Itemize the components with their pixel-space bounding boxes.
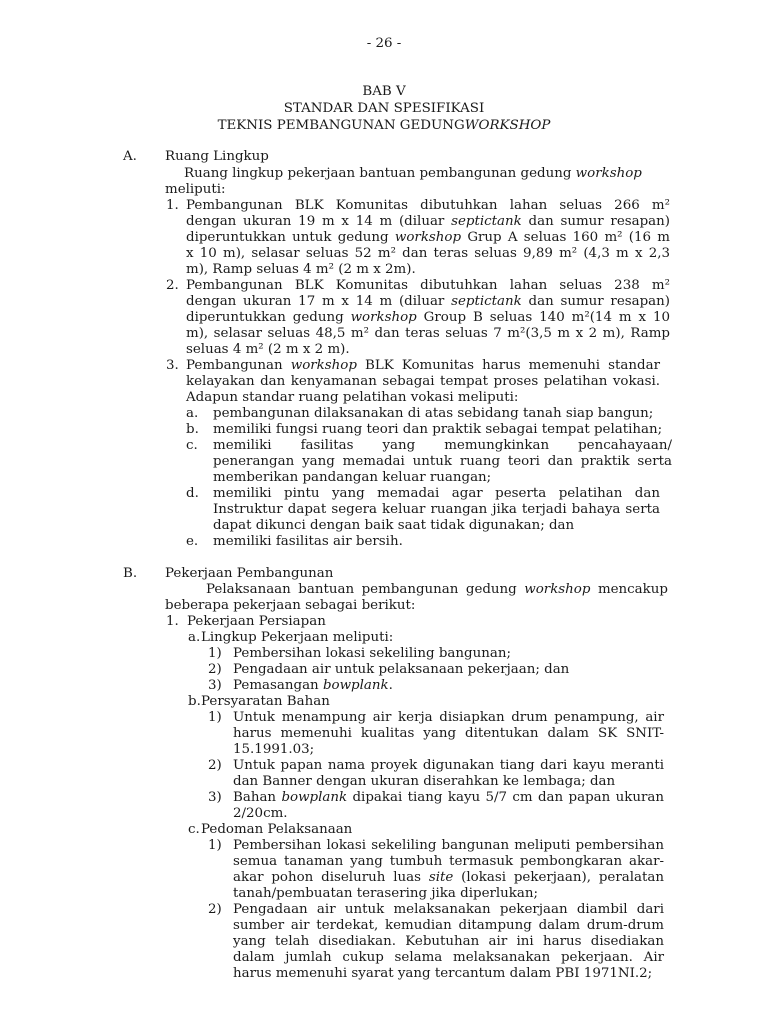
item-1-line4: x 10 m), selasar seluas 52 m² dan teras seluas 9,89 m² (4,3 m x 2,3 [186, 246, 670, 261]
t: Pembangunan [186, 358, 283, 373]
c2-line4: dalam jumlah cukup selama melaksanakan pekerjaan. Air [233, 950, 664, 965]
item-1-number: 1. [166, 198, 179, 213]
section-a-intro-line2: meliputi: [165, 182, 226, 197]
t: mencakup [597, 582, 668, 597]
a1-text: Pembersihan lokasi sekeliling bangunan; [233, 646, 511, 661]
b2-line1: Untuk papan nama proyek digunakan tiang dari kayu meranti [233, 758, 664, 773]
sub-c-line3: memberikan pandangan keluar ruangan; [213, 470, 492, 485]
item-1-line3 [186, 230, 670, 246]
item-3-line1 [186, 358, 660, 374]
item-3-line3: Adapun standar ruang pelatihan vokasi meliputi: [186, 390, 519, 405]
t-italic: site [428, 870, 454, 885]
item-1-line5: m), Ramp seluas 4 m² (2 m x 2m). [186, 262, 416, 277]
c1-line3 [233, 870, 664, 886]
c1-line4: tanah/pembuatan terasering jika diperlukan; [233, 886, 539, 901]
a2-text: Pengadaan air untuk pelaksanaan pekerjaan; dan [233, 662, 570, 677]
sub-d-line2: Instruktur dapat segera keluar ruangan jika terjadi bahaya serta [213, 502, 660, 517]
b1-line1: Untuk menampung air kerja disiapkan drum penampung, air [233, 710, 664, 725]
t: Pemasangan [233, 678, 319, 693]
sub-c-line2: penerangan yang memadai untuk ruang teori dan praktik serta [213, 454, 672, 469]
b-item-1-number: 1. [166, 614, 179, 629]
chapter-title-line1: STANDAR DAN SPESIFIKASI [283, 101, 485, 116]
t: dan sumur resapan) [528, 214, 671, 229]
t: Grup A seluas 160 m² (16 m [467, 230, 670, 245]
c1-number: 1) [208, 838, 222, 853]
t: dan sumur resapan) [528, 294, 671, 309]
sub-a-text: pembangunan dilaksanakan di atas sebidang tanah siap bangun; [213, 406, 654, 421]
t-italic: workshop [394, 230, 462, 245]
b3-line1 [233, 790, 664, 806]
title-text: TEKNIS PEMBANGUNAN GEDUNG [217, 118, 465, 133]
sub-d-line1: memiliki pintu yang memadai agar peserta pelatihan dan [213, 486, 660, 501]
sub-d-line3: dapat dikunci dengan baik saat tidak digunakan; dan [213, 518, 575, 533]
t-italic: workshop [350, 310, 417, 325]
section-b-intro-line1 [206, 582, 668, 598]
b1-number: 1) [208, 710, 222, 725]
t: dipakai tiang kayu 5/7 cm dan papan ukuran [352, 790, 664, 805]
b-sub-c-title: Pedoman Pelaksanaan [201, 822, 353, 837]
t-italic: septictank [451, 214, 522, 229]
t: Pelaksanaan bantuan pembangunan gedung [206, 582, 517, 597]
t-italic: bowplank [322, 678, 389, 693]
section-b-intro-line2: beberapa pekerjaan sebagai berikut: [165, 598, 416, 613]
t-italic: septictank [451, 294, 522, 309]
item-2-line5: seluas 4 m² (2 m x 2 m). [186, 342, 350, 357]
item-2-line1: Pembangunan BLK Komunitas dibutuhkan lahan seluas 238 m² [186, 278, 670, 293]
b3-line2: 2/20cm. [233, 806, 288, 821]
sub-e-letter: e. [186, 534, 199, 549]
t: BLK Komunitas harus memenuhi standar [365, 358, 660, 373]
intro-italic: workshop [575, 166, 642, 181]
item-3-line2: kelayakan dan kenyamanan sebagai tempat proses pelatihan vokasi. [186, 374, 660, 389]
section-a-intro-line1 [184, 166, 642, 182]
a3-number: 3) [208, 678, 222, 693]
c2-line2: sumber air terdekat, kemudian ditampung dalam drum-drum [233, 918, 664, 933]
intro-text: Ruang lingkup pekerjaan bantuan pembangunan gedung [184, 166, 572, 181]
a3-text [233, 678, 393, 694]
sub-b-text: memiliki fungsi ruang teori dan praktik sebagai tempat pelatihan; [213, 422, 663, 437]
t: Bahan [233, 790, 277, 805]
title-italic: WORKSHOP [464, 118, 551, 133]
page-number: - 26 - [366, 36, 402, 51]
section-a-heading: Ruang Lingkup [165, 149, 269, 164]
sub-c-letter: c. [186, 438, 198, 453]
t: diperuntukkan untuk gedung [186, 230, 389, 245]
c2-line5: harus memenuhi syarat yang tercantum dalam PBI 1971NI.2; [233, 966, 653, 981]
b3-number: 3) [208, 790, 222, 805]
t: akar pohon diseluruh luas [233, 870, 421, 885]
b2-line2: dan Banner dengan ukuran diserahkan ke lembaga; dan [233, 774, 616, 789]
section-a-letter: A. [123, 149, 137, 164]
item-3-number: 3. [166, 358, 179, 373]
sub-e-text: memiliki fasilitas air bersih. [213, 534, 403, 549]
t: . [388, 678, 393, 693]
t-italic: workshop [290, 358, 357, 373]
b1-line2: harus memenuhi kualitas yang ditentukan dalam SK SNIT- [233, 726, 664, 741]
c2-line3: yang telah disediakan. Kebutuhan air ini harus disediakan [233, 934, 664, 949]
sub-c-line1: memiliki fasilitas yang memungkinkan pencahayaan/ [213, 438, 672, 453]
item-2-number: 2. [166, 278, 179, 293]
item-1-line2 [186, 214, 670, 230]
c2-line1: Pengadaan air untuk melaksanakan pekerjaan diambil dari [233, 902, 664, 917]
b-sub-a-title: Lingkup Pekerjaan meliputi: [201, 630, 394, 645]
t-italic: workshop [524, 582, 591, 597]
item-2-line2 [186, 294, 670, 310]
a1-number: 1) [208, 646, 222, 661]
b-sub-b-letter: b. [188, 694, 201, 709]
b-item-1-title: Pekerjaan Persiapan [187, 614, 326, 629]
section-b-letter: B. [123, 566, 138, 581]
item-1-line1: Pembangunan BLK Komunitas dibutuhkan lahan seluas 266 m² [186, 198, 670, 213]
b-sub-b-title: Persyaratan Bahan [201, 694, 330, 709]
chapter-heading: BAB V [362, 84, 406, 99]
a2-number: 2) [208, 662, 222, 677]
sub-a-letter: a. [186, 406, 199, 421]
b-sub-c-letter: c. [188, 822, 200, 837]
b2-number: 2) [208, 758, 222, 773]
b1-line3: 15.1991.03; [233, 742, 315, 757]
b-sub-a-letter: a. [188, 630, 201, 645]
t: dengan ukuran 19 m x 14 m (diluar [186, 214, 445, 229]
t: diperuntukkan gedung [186, 310, 344, 325]
item-2-line3 [186, 310, 670, 326]
t: Group B seluas 140 m²(14 m x 10 [423, 310, 670, 325]
c1-line1: Pembersihan lokasi sekeliling bangunan meliputi pembersihan [233, 838, 664, 853]
t: (lokasi pekerjaan), peralatan [461, 870, 664, 885]
chapter-title-line2 [0, 118, 768, 134]
sub-d-letter: d. [186, 486, 199, 501]
item-2-line4: m), selasar seluas 48,5 m² dan teras seluas 7 m²(3,5 m x 2 m), Ramp [186, 326, 670, 341]
c1-line2: semua tanaman yang tumbuh termasuk pembongkaran akar- [233, 854, 664, 869]
t-italic: bowplank [281, 790, 348, 805]
section-b-heading: Pekerjaan Pembangunan [165, 566, 334, 581]
t: dengan ukuran 17 m x 14 m (diluar [186, 294, 445, 309]
sub-b-letter: b. [186, 422, 199, 437]
c2-number: 2) [208, 902, 222, 917]
